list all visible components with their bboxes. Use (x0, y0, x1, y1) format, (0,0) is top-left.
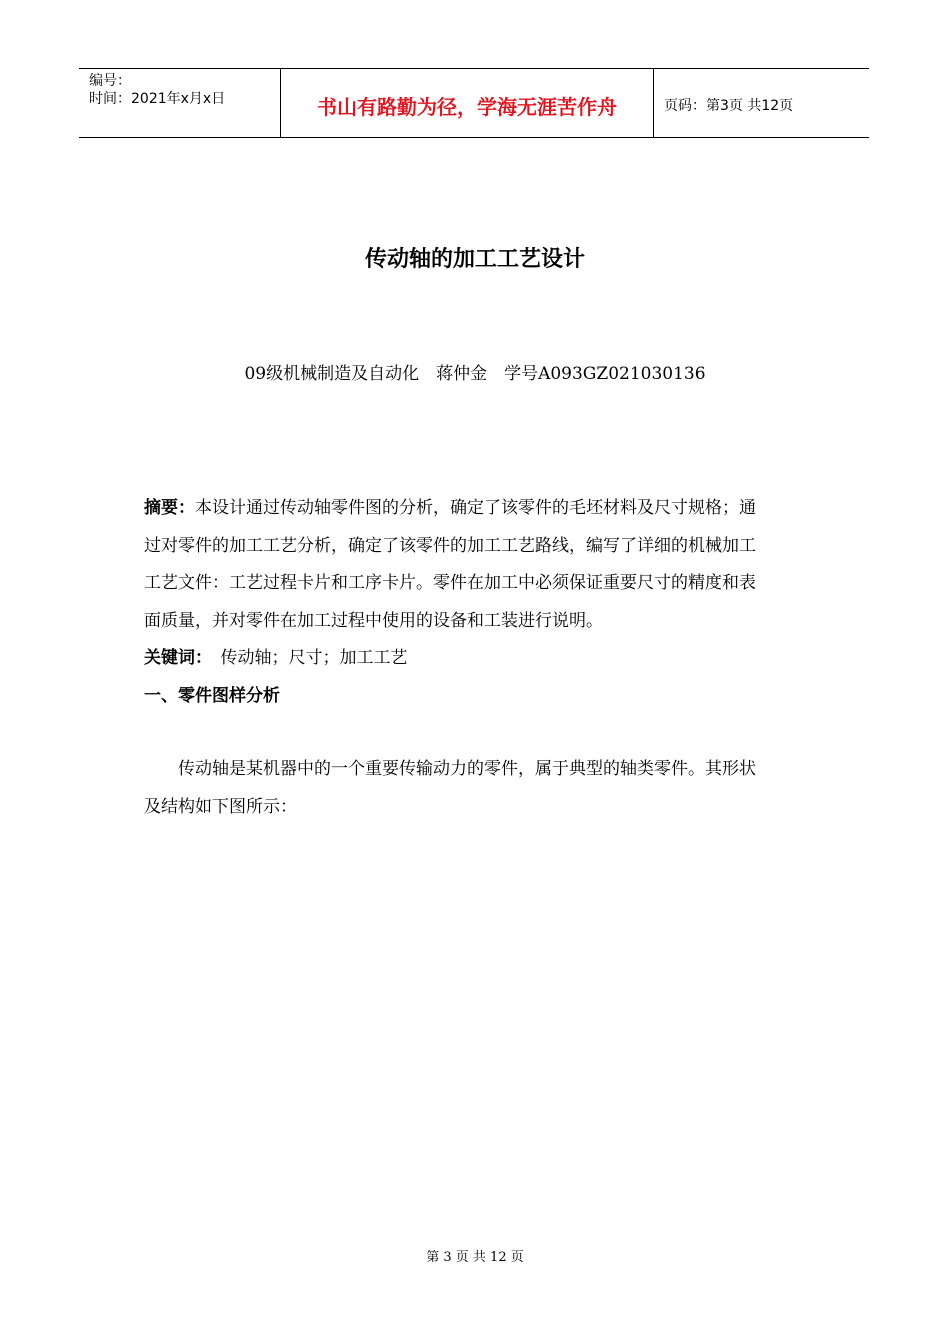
page-header (79, 68, 869, 138)
document-date: 时间：2021年x月x日 (89, 91, 226, 107)
header-motto: 书山有路勤为径，学海无涯苦作舟 (281, 69, 654, 137)
abstract-paragraph (144, 490, 764, 640)
header-meta (79, 69, 281, 137)
document-title: 传动轴的加工工艺设计 (364, 247, 585, 272)
keywords-label: 关键词： (144, 648, 204, 668)
section-paragraph: 传动轴是某机器中的一个重要传输动力的零件，属于典型的轴类零件。其形状及结构如下图所示： (144, 759, 756, 817)
author-line: 09级机械制造及自动化 蒋仲金 学号A093GZ021030136 (244, 364, 706, 384)
keywords-line (144, 640, 764, 678)
document-body (144, 490, 764, 826)
page-footer: 第 3 页 共 12 页 (426, 1250, 524, 1265)
abstract-text: 本设计通过传动轴零件图的分析，确定了该零件的毛坯材料及尺寸规格；通过对零件的加工工艺分析，确定了该零件的加工工艺路线，编写了详细的机械加工工艺文件：工艺过程卡片和工序卡片。零件在加工中必须保证重要尺寸的精度和表面质量，并对零件在加工过程中使用的设备和工装进行说明。 (144, 498, 756, 631)
document-number-label: 编号： (89, 73, 131, 89)
header-page-info: 页码：第3页 共12页 (664, 98, 794, 114)
abstract-label: 摘要： (144, 498, 195, 518)
section-heading: 一、零件图样分析 (144, 685, 280, 706)
keywords-text: 传动轴；尺寸；加工工艺 (203, 648, 408, 668)
